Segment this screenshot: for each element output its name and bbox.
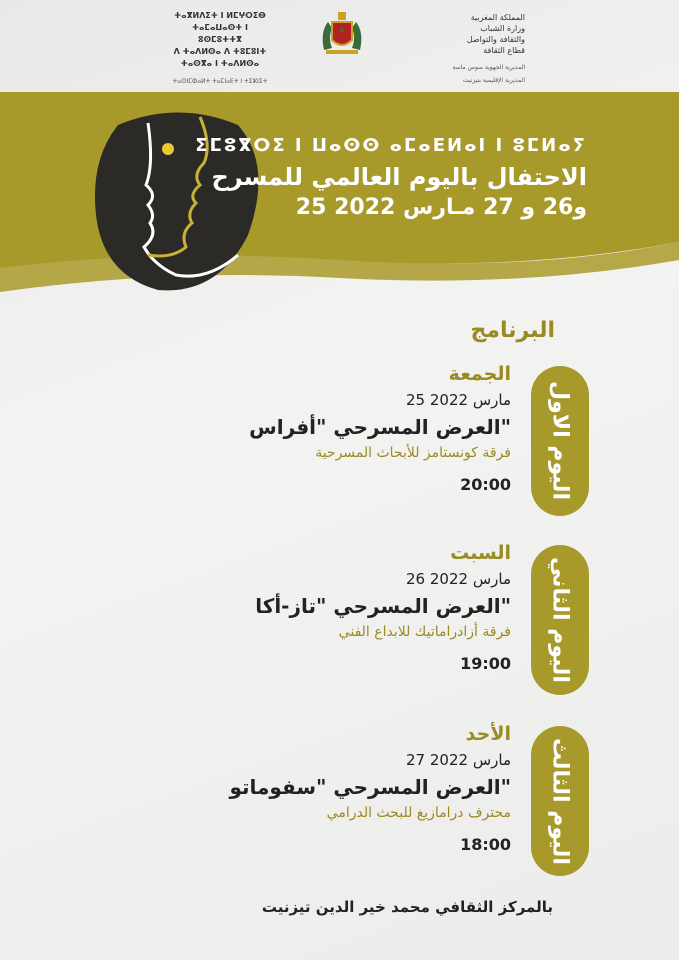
hero-title: الاحتفال باليوم العالمي للمسرح: [211, 163, 587, 191]
right-line-1: المملكة المغربية: [470, 13, 525, 22]
day-1-info: [249, 360, 511, 502]
day-1-troupe: فرقة كونستامز للأبحاث المسرحية: [315, 445, 511, 461]
day-1-date: 25 مارس 2022: [406, 391, 511, 409]
moroccan-emblem-icon: [318, 10, 366, 56]
venue: بالمركز الثقافي محمد خير الدين تيزنيت: [261, 898, 553, 916]
day-2-troupe: فرقة أزادراماتيك للابداع الفني: [338, 624, 511, 640]
day-3-pill-label: اليوم الثالث: [547, 737, 573, 865]
left-line-1: ⵜⴰⴳⵍⴷⵉⵜ ⵏ ⵍⵎⵖⵔⵉⴱ: [174, 11, 266, 20]
program-title: البرنامج: [470, 318, 555, 343]
day-3-pill: [531, 726, 589, 876]
hero-title-block: [195, 135, 587, 224]
left-line-4: ⵜⴰⵙⴳⴰ ⵏ ⵜⴰⴷⵍⵙⴰ: [180, 59, 260, 68]
day-2-time: 19:00: [460, 654, 511, 673]
right-small-1: المديرية الجهوية سوس ماسة: [452, 64, 525, 71]
day-2-pill-label: اليوم الثاني: [547, 557, 573, 683]
day-3-troupe: محترف درامازيغ للبحث الدرامي: [326, 805, 511, 821]
day-2-show: العرض المسرحي "تاز-أكا": [255, 594, 511, 618]
day-3-show: العرض المسرحي "سفوماتو": [229, 775, 511, 799]
hero-tifinagh: ⵉⵎⵓⴳⵔⵉ ⵏ ⵡⴰⵙⵙ ⴰⵎⴰⴹⵍⴰⵏ ⵏ ⵓⵎⵍⴰⵢ: [195, 135, 587, 156]
left-small: ⵜⴰⵙⵏⵎⵀⴰⵍⵜ ⵜⴰⵎⵏⴰⴹⵜ ⵏ ⵜⵉⵣⵏⵉⵜ: [172, 78, 268, 85]
left-line-3: ⴷ ⵜⴰⴷⵍⵙⴰ ⴷ ⵜⵓⵎⵓⵏⵜ: [173, 47, 267, 56]
day-3: [29, 723, 589, 886]
day-2-date: 26 مارس 2022: [406, 570, 511, 588]
day-2: [29, 542, 589, 705]
hero-dates: 25 و26 و 27 مـارس 2022: [295, 195, 587, 220]
right-small-2: المديرية الإقليمية بتيزنيت: [462, 77, 525, 84]
header-left-logo-text: [170, 10, 270, 88]
day-3-info: [229, 720, 511, 862]
day-3-time: 18:00: [460, 835, 511, 854]
day-1-show: العرض المسرحي "أفراس": [249, 415, 511, 439]
day-2-pill: [531, 545, 589, 695]
day-1-weekday: الجمعة: [448, 363, 511, 385]
day-2-info: [255, 539, 511, 681]
day-3-weekday: الأحد: [465, 723, 511, 745]
right-line-4: قطاع الثقافة: [483, 46, 525, 55]
left-line-2: ⵜⴰⵎⴰⵡⴰⵙⵜ ⵏ ⵓⵙⵎⵓⵜⵜⴳ: [191, 23, 249, 44]
day-1-time: 20:00: [460, 475, 511, 494]
right-line-3: والثقافة والتواصل: [466, 35, 525, 44]
day-2-weekday: السبت: [450, 542, 511, 564]
day-1-pill: [531, 366, 589, 516]
right-line-2: وزارة الشباب: [480, 24, 525, 33]
header-right-ministry-text: [435, 12, 525, 86]
day-3-date: 27 مارس 2022: [406, 751, 511, 769]
day-1-pill-label: اليوم الاول: [547, 381, 573, 501]
day-1: [29, 363, 589, 526]
